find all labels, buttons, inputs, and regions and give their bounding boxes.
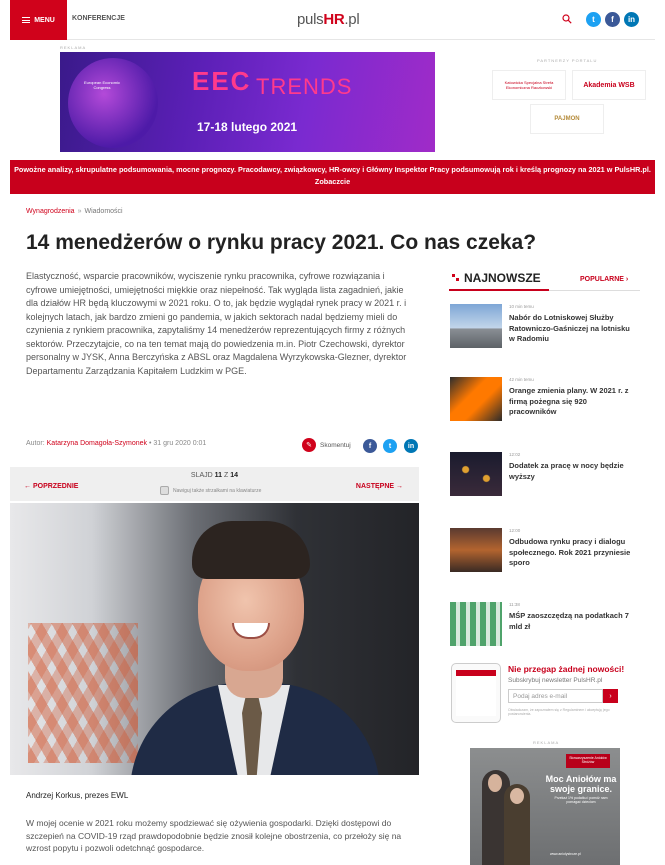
- banner-org: European Economic Congress: [83, 80, 121, 91]
- top-navigation-bar: [10, 0, 655, 40]
- news-item[interactable]: [450, 452, 638, 514]
- latest-mark-icon: [452, 274, 460, 282]
- keyboard-hint-text: Nawiguj także strzałkami na klawiaturze: [173, 487, 262, 494]
- news-headline: MŚP zaoszczędzą na podatkach 7 mld zł: [509, 611, 629, 631]
- news-item[interactable]: [450, 304, 638, 366]
- keyboard-icon: [160, 486, 169, 495]
- arrow-left-icon: ←: [24, 483, 31, 490]
- share-linkedin-icon[interactable]: in: [404, 439, 418, 453]
- news-time: 10 min temu: [509, 304, 534, 309]
- angels-ad-banner[interactable]: [470, 748, 620, 865]
- tab-popular-label: POPULARNE: [580, 276, 624, 283]
- news-headline: Dodatek za pracę w nocy będzie wyższy: [509, 461, 624, 481]
- sidebar-active-underline: [449, 289, 549, 291]
- ad-face: [488, 774, 502, 792]
- slide-total: 14: [230, 472, 239, 479]
- newsletter-submit-button[interactable]: [603, 689, 618, 703]
- article-body: W mojej ocenie w 2021 roku możemy spodziewać się ożywienia gospodarki. Dzięki dostępowi do szczepień na COVID-19 rząd prawdopodobnie będzie znosił kolejne obostrzenia, co przełoży się na wzrost popytu i pozwoli odetchnąć gospodarce.: [26, 818, 402, 853]
- partner-raczkowski[interactable]: Katowicka Specjalna Strefa Ekonomiczna Raczkowski: [492, 70, 566, 100]
- tab-latest[interactable]: [452, 271, 541, 285]
- banner-eec: EEC: [192, 66, 252, 96]
- partners-label: PARTNERZY PORTALU: [537, 58, 598, 63]
- news-time: 12:02: [509, 452, 521, 457]
- news-headline: Orange zmienia plany. W 2021 r. z firmą pożegna się 920 pracowników: [509, 386, 629, 416]
- article-meta: [26, 440, 206, 447]
- comment-icon: ✎: [302, 438, 316, 452]
- newsletter-phone-screen: [456, 670, 496, 716]
- share-twitter-icon[interactable]: t: [383, 439, 397, 453]
- photo-caption: Andrzej Korkus, prezes EWL: [26, 791, 129, 800]
- banner-orb: [68, 58, 158, 148]
- article-title: 14 menedżerów o rynku pracy 2021. Co nas czeka?: [26, 231, 537, 254]
- news-thumbnail: [450, 452, 502, 496]
- chevron-right-icon: ›: [625, 276, 629, 283]
- eec-trends-banner[interactable]: [60, 52, 435, 152]
- twitter-icon[interactable]: t: [586, 12, 601, 27]
- arrow-right-icon: →: [396, 483, 403, 490]
- share-facebook-icon[interactable]: f: [363, 439, 377, 453]
- article-lead: Elastyczność, wsparcie pracowników, wyciszenie rynku pracownika, cyfrowe rozwiązania i cyfrowe umiejętności, umiejętności miękkie oraz niepełność. Tak wygląda lista zagadnień, jakie dla działów HR będą kluczowymi w 2021 roku. O to, jak będzie wyglądał rynek pracy w 2021 r. i kolejnych latach, jak bardzo zmieni go pandemia, w jakich sektorach nadal będziemy mieli do czynienia z rynkiem pracownika, zapytaliśmy 14 menedżerów reprezentujących firmy z różnych sektorów. Przeczytajcie, co na ten temat mają do powiedzenia m.in. Piotr Czechowski, dyrektor personalny w JYSK, Anna Berczyńska z ABSL oraz Magdalena Wyrzykowska-Glezner, dyrektor Departamentu Zarządzania Kapitałem Ludzkim w PGE.: [26, 271, 407, 376]
- breadcrumb-separator: »: [77, 208, 82, 215]
- news-headline: Nabór do Lotniskowej Służby Ratowniczo-Gaśniczej na lotnisku w Radomiu: [509, 313, 630, 343]
- logo-prefix: puls: [297, 11, 324, 28]
- partner-pajmon[interactable]: PAJMON: [530, 104, 604, 134]
- slide-prefix: SLAJD: [190, 472, 213, 479]
- hamburger-icon: [22, 17, 30, 23]
- slide-current: 11: [214, 472, 223, 479]
- promo-strip[interactable]: Powożne analizy, skrupulatne podsumowania, mocne prognozy. Pracodawcy, związkowcy, HR-owcy i Główny Inspektor Pracy podsumowują rok i kreślą prognozy na 2021 w PulsHR.pl. Zobaczcie: [10, 160, 655, 194]
- ad-subtext: Przekaż 1% podatku i pomóż nam pomagać dzieciom: [554, 796, 608, 804]
- arrow-right-icon: ›: [609, 692, 612, 700]
- article-date: 31 gru 2020 0:01: [153, 440, 207, 447]
- nav-link-konferencje[interactable]: KONFERENCJE: [72, 15, 125, 22]
- ad-label: REKLAMA: [533, 740, 560, 745]
- logo-suffix: .pl: [344, 11, 360, 28]
- news-thumbnail: [450, 602, 502, 646]
- news-item[interactable]: [450, 377, 638, 439]
- menu-button[interactable]: [10, 0, 67, 40]
- tab-latest-label: NAJNOWSZE: [464, 271, 541, 285]
- banner-trends: TRENDS: [256, 74, 353, 99]
- meta-dot: •: [148, 440, 154, 447]
- slide-of: Z: [224, 472, 229, 479]
- next-label: NASTĘPNE: [355, 483, 395, 490]
- previous-slide-button[interactable]: [24, 483, 78, 490]
- ad-brand-logo: Stowarzyszenie Aniołów Stróżów: [566, 754, 610, 768]
- ad-headline: Moc Aniołów ma swoje granice.: [545, 774, 617, 794]
- author-label: Autor:: [26, 440, 45, 447]
- newsletter-legal: Oświadczam, że zapoznałem się z Regulaminem i akceptuję jego postanowienia.: [508, 708, 610, 716]
- ad-label: REKLAMA: [60, 45, 87, 50]
- tab-popular[interactable]: [580, 276, 628, 283]
- breadcrumb-sub[interactable]: Wiadomości: [84, 208, 123, 215]
- news-time: 42 min temu: [509, 377, 534, 382]
- newsletter-title: Nie przegap żadnej nowości!: [508, 664, 625, 674]
- gallery-navigation: [10, 467, 419, 501]
- news-thumbnail: [450, 528, 502, 572]
- newsletter-email-input[interactable]: Podaj adres e-mail: [508, 689, 603, 703]
- author-link[interactable]: Katarzyna Domagoła-Szymonek: [46, 440, 148, 447]
- next-slide-button[interactable]: [356, 483, 403, 490]
- menu-label: MENU: [34, 16, 55, 24]
- photo-hair: [192, 521, 310, 579]
- site-logo[interactable]: [297, 11, 359, 28]
- news-time: 12:00: [509, 528, 521, 533]
- news-thumbnail: [450, 377, 502, 421]
- logo-accent: HR: [323, 11, 345, 28]
- slide-counter: [10, 472, 419, 479]
- facebook-icon[interactable]: f: [605, 12, 620, 27]
- news-headline: Odbudowa rynku pracy i dialogu społecznego. Rok 2021 przyniesie sporo: [509, 537, 631, 567]
- newsletter-phone-image: [451, 663, 501, 723]
- gallery-photo: [10, 503, 419, 775]
- breadcrumb-category[interactable]: Wynagrodzenia: [26, 208, 75, 215]
- previous-label: POPRZEDNIE: [32, 483, 79, 490]
- photo-hex-pattern: [28, 623, 138, 763]
- comment-button[interactable]: [302, 438, 351, 452]
- news-thumbnail: [450, 304, 502, 348]
- banner-dates: 17-18 lutego 2021: [197, 120, 298, 134]
- news-time: 11:38: [509, 602, 520, 607]
- keyboard-hint: [160, 486, 261, 495]
- news-item[interactable]: [450, 528, 638, 590]
- ad-url: www.aniolystroze.pl: [550, 852, 581, 856]
- comment-label: Skomentuj: [320, 441, 351, 449]
- breadcrumb: [26, 208, 123, 215]
- linkedin-icon[interactable]: in: [624, 12, 639, 27]
- ad-face: [510, 788, 524, 804]
- search-icon[interactable]: [562, 14, 572, 24]
- newsletter-subtitle: Subskrybuj newsletter PulsHR.pl: [508, 677, 603, 684]
- news-item[interactable]: [450, 602, 638, 664]
- partner-akademia-wsb[interactable]: Akademia WSB: [572, 70, 646, 100]
